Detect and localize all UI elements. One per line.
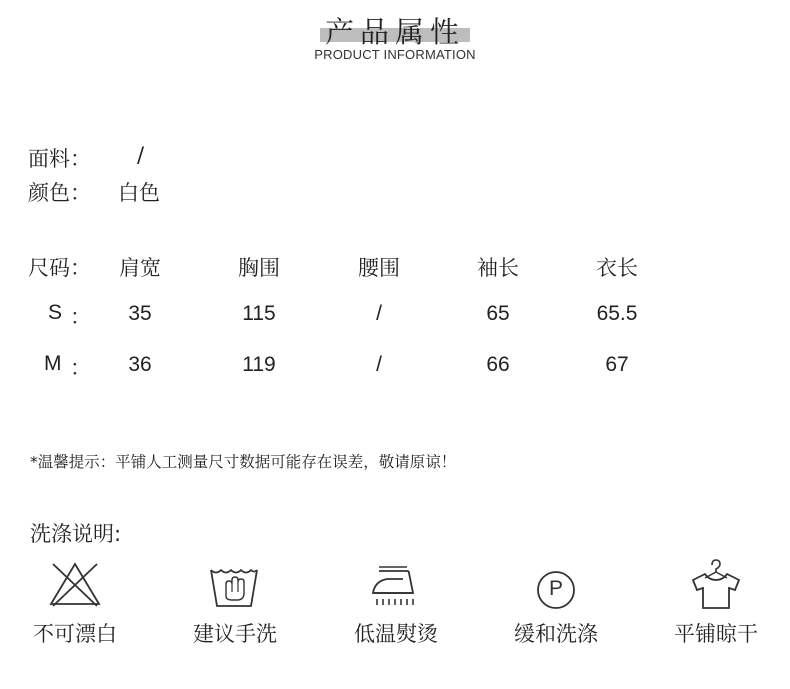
care-label-no-bleach: 不可漂白: [33, 622, 117, 646]
column-header-waist: 腰围: [358, 256, 400, 280]
table-cell: 115: [242, 302, 276, 325]
measurement-note: *温馨提示：平铺人工测量尺寸数据可能存在误差，敬请原谅！: [30, 453, 457, 471]
size-m-colon: ：: [70, 356, 91, 380]
color-value: 白色: [118, 181, 160, 205]
size-label: 尺码：: [28, 256, 91, 280]
table-cell: 65.5: [596, 302, 638, 325]
table-cell: 66: [486, 353, 510, 376]
table-cell: 65: [486, 302, 510, 325]
hand-wash-icon: [208, 566, 260, 614]
table-cell: 35: [128, 302, 152, 325]
column-header-chest: 胸围: [238, 256, 280, 280]
column-header-shoulder: 肩宽: [119, 256, 161, 280]
column-header-length: 衣长: [596, 256, 638, 280]
size-m-label: M: [44, 352, 62, 375]
size-s-label: S: [48, 301, 63, 324]
low-iron-icon: [369, 563, 421, 613]
fabric-label: 面料：: [28, 147, 91, 171]
size-s-colon: ：: [70, 305, 91, 329]
table-cell: 36: [128, 353, 152, 376]
care-label-dry-flat: 平铺晾干: [674, 622, 758, 646]
dry-clean-p-symbol: P: [548, 577, 563, 600]
care-title: 洗涤说明:: [30, 522, 122, 546]
table-cell: /: [376, 302, 382, 325]
fabric-value: /: [137, 143, 145, 167]
table-cell: 67: [605, 353, 629, 376]
no-bleach-icon: [47, 560, 103, 612]
column-header-sleeve: 袖长: [477, 256, 519, 280]
dry-flat-icon: [689, 558, 741, 616]
table-cell: /: [376, 353, 382, 376]
color-label: 颜色：: [28, 181, 91, 205]
care-label-gentle-wash: 缓和洗涤: [514, 622, 598, 646]
dry-clean-p-icon: [535, 569, 577, 615]
page-subtitle: PRODUCT INFORMATION: [314, 47, 476, 62]
care-label-hand-wash: 建议手洗: [193, 622, 277, 646]
page-title: 产品属性: [324, 15, 465, 49]
care-label-low-iron: 低温熨烫: [354, 622, 438, 646]
table-cell: 119: [242, 353, 276, 376]
